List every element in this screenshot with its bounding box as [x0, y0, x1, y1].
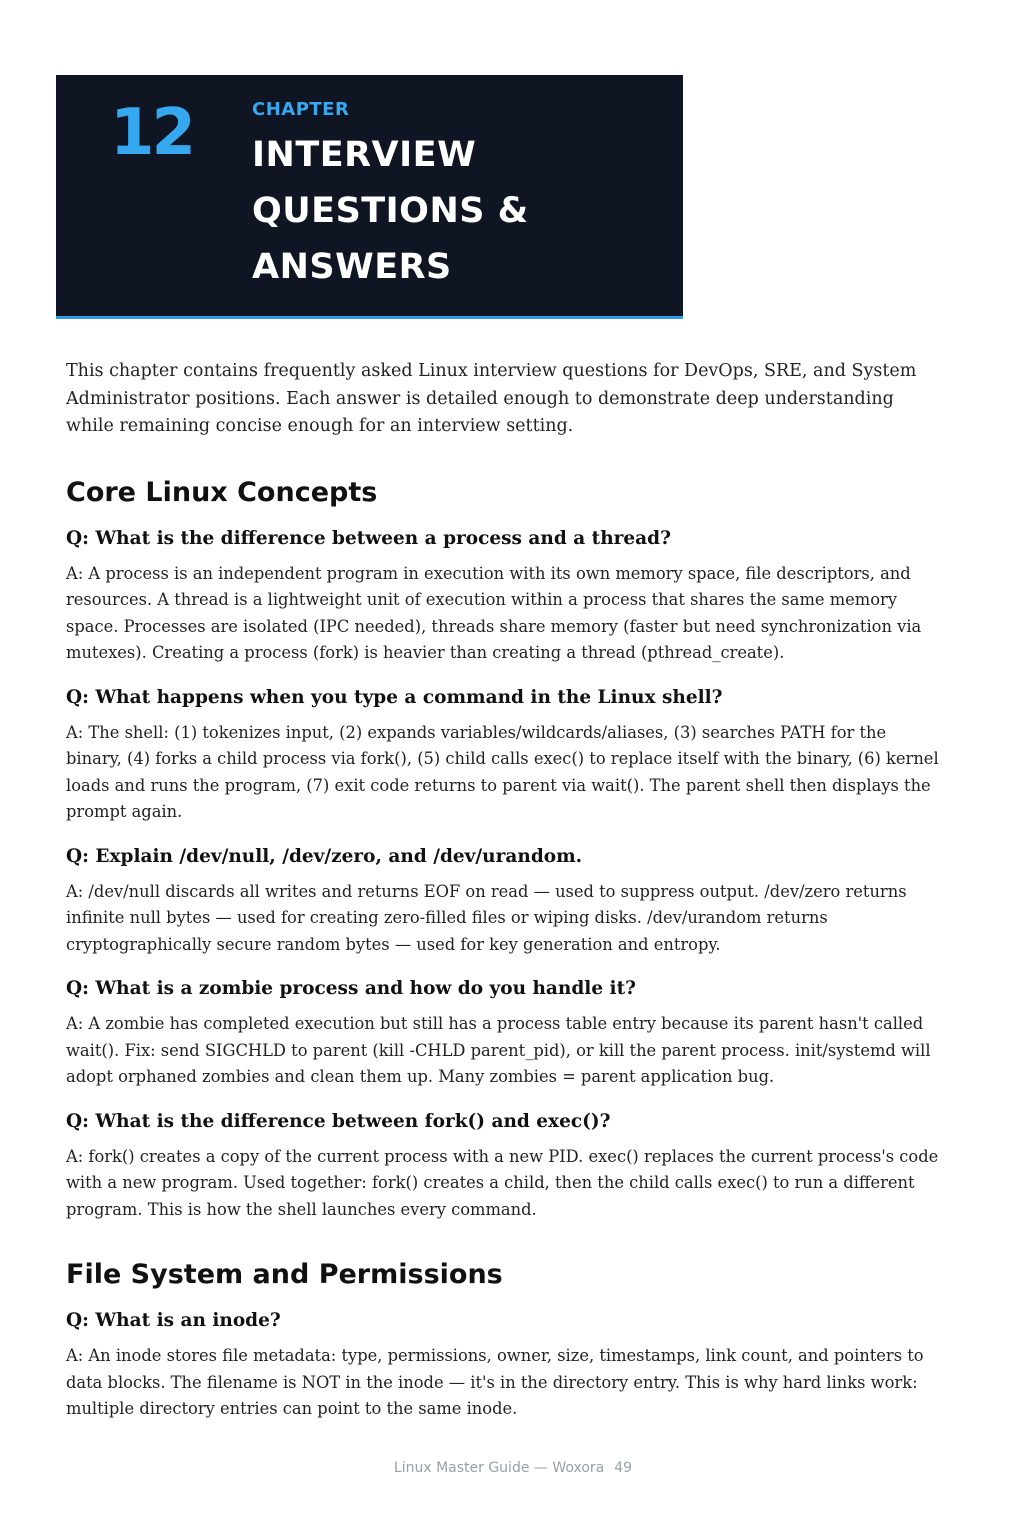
page-number: 49	[614, 1460, 633, 1476]
question-fork-exec: Q: What is the difference between fork() and exec()?	[66, 1110, 611, 1132]
section-heading-core-linux: Core Linux Concepts	[66, 476, 378, 508]
footer-title: Linux Master Guide — Woxora	[393, 1460, 605, 1476]
answer-zombie-process: A: A zombie has completed execution but still has a process table entry because its parent hasn't called wait(). Fix: send SIGCHLD to parent (kill -CHLD parent_pid), or kill the parent process. init/systemd will adopt orphaned zombies and clean them up. Many zombies = parent application bug.	[66, 1014, 931, 1086]
answer-fork-exec: A: fork() creates a copy of the current process with a new PID. exec() replaces the current process's code with a new program. Used together: fork() creates a child, then the child calls exec() to run a different program. This is how the shell launches every command.	[66, 1146, 939, 1219]
answer-inode: A: An inode stores file metadata: type, permissions, owner, size, timestamps, link count, and pointers to data blocks. The filename is NOT in the inode — it's in the directory entry. This is why hard links work: multiple directory entries can point to the same inode.	[66, 1346, 924, 1418]
chapter-kicker: CHAPTER	[252, 99, 350, 120]
question-zombie-process: Q: What is a zombie process and how do you handle it?	[66, 978, 636, 999]
page-content	[66, 358, 946, 1423]
chapter-title: INTERVIEW QUESTIONS & ANSWERS	[252, 135, 529, 287]
section-heading-file-system: File System and Permissions	[66, 1259, 503, 1290]
page-footer	[0, 1460, 1026, 1476]
question-inode: Q: What is an inode?	[66, 1310, 281, 1331]
question-dev-files: Q: Explain /dev/null, /dev/zero, and /dev/urandom.	[66, 845, 583, 867]
chapter-number: 12	[110, 96, 194, 170]
intro-paragraph: This chapter contains frequently asked Linux interview questions for DevOps, SRE, and System Administrator positions. Each answer is detailed enough to demonstrate deep understanding while remaining concise enough for an interview setting.	[66, 361, 917, 436]
answer-dev-files: A: /dev/null discards all writes and returns EOF on read — used to suppress output. /dev/zero returns infinite null bytes — used for creating zero-filled files or wiping disks. /dev/urandom returns cryptographically secure random bytes — used for key generation and entropy.	[66, 881, 907, 954]
question-shell-command: Q: What happens when you type a command in the Linux shell?	[66, 686, 723, 708]
chapter-banner	[56, 75, 683, 319]
answer-process-thread: A: A process is an independent program in execution with its own memory space, file descriptors, and resources. A thread is a lightweight unit of execution within a process that shares the same memory space. Processes are isolated (IPC needed), threads share memory (faster but need synchronization via mutexes). Creating a process (fork) is heavier than creating a thread (pthread_create).	[66, 563, 922, 662]
answer-shell-command: A: The shell: (1) tokenizes input, (2) expands variables/wildcards/aliases, (3) searches PATH for the binary, (4) forks a child process via fork(), (5) child calls exec() to replace itself with the binary, (6) kernel loads and runs the program, (7) exit code returns to parent via wait(). The parent shell then displays the prompt again.	[66, 722, 939, 821]
question-process-thread: Q: What is the difference between a process and a thread?	[66, 527, 671, 549]
